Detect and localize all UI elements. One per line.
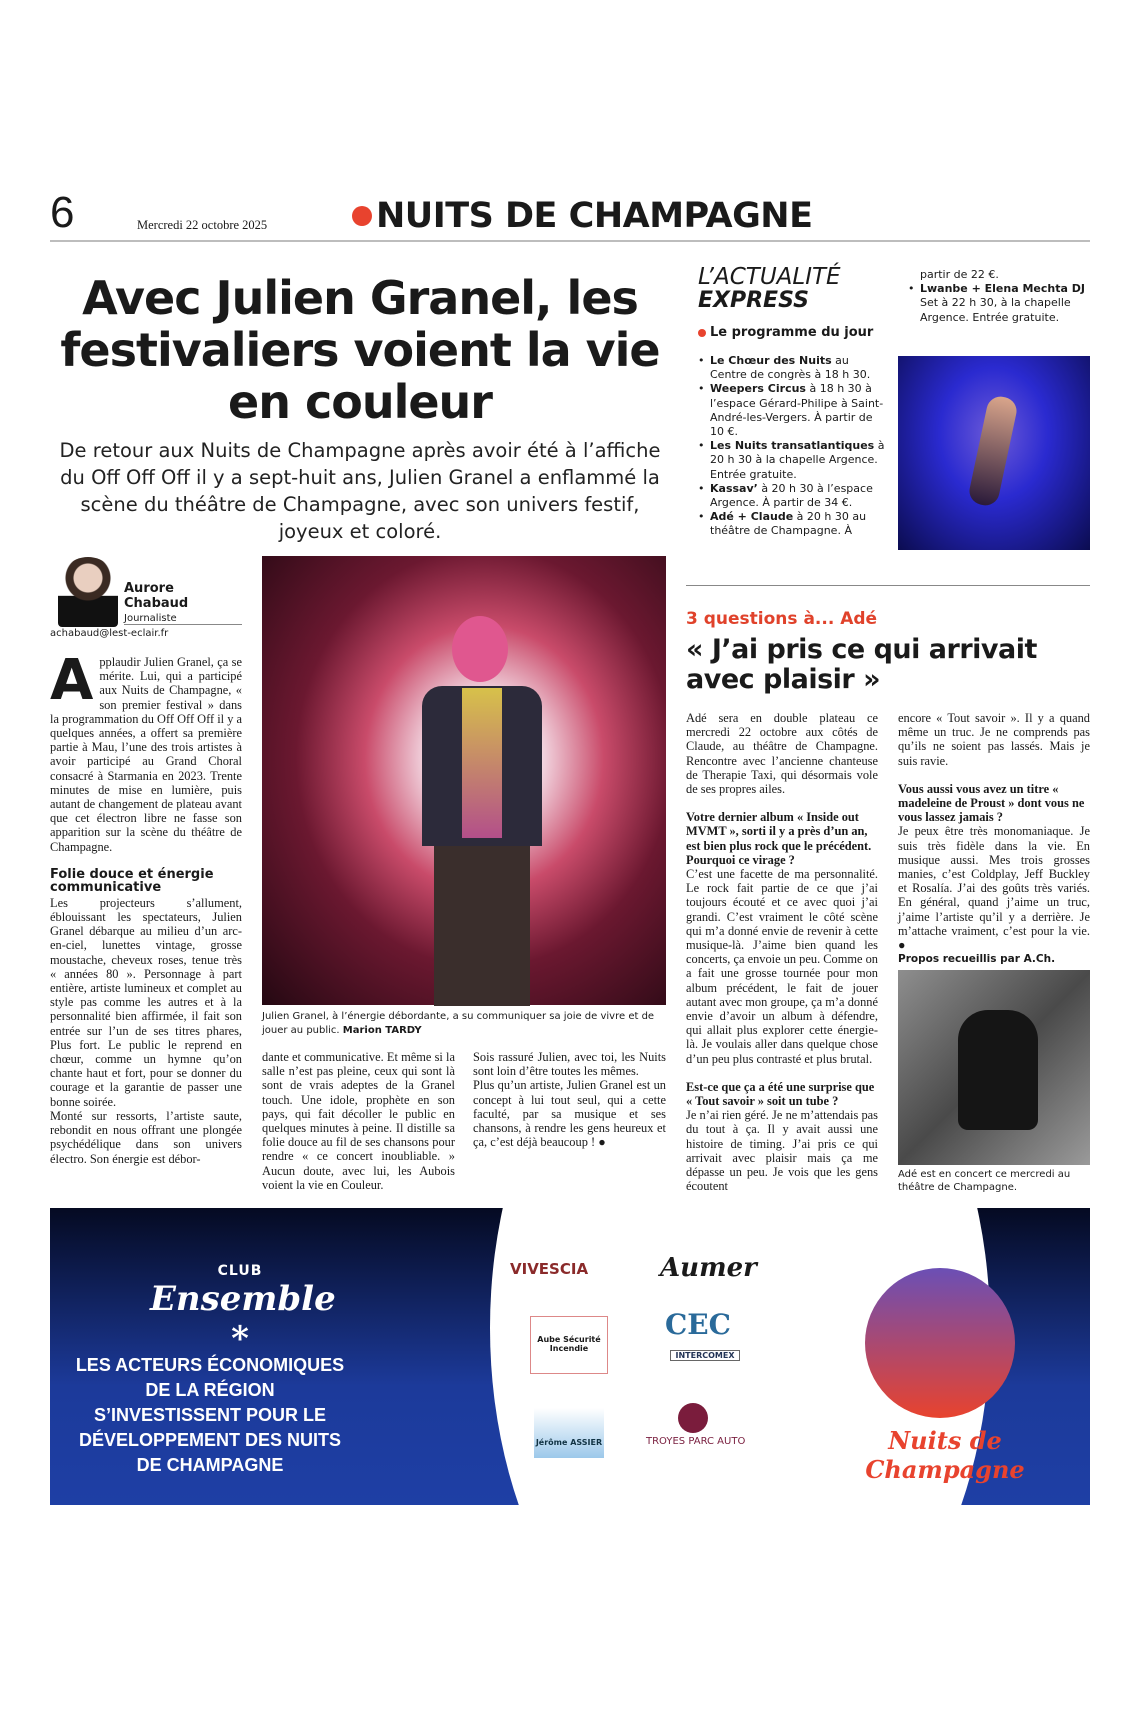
program-item: • Le Chœur des Nuits au Centre de congrès à 18 h 30. bbox=[698, 354, 888, 382]
club-script: Ensemble * bbox=[150, 1279, 336, 1359]
author-role: Journaliste bbox=[124, 613, 242, 625]
photo-credit: Marion TARDY bbox=[342, 1024, 422, 1036]
rubric-label: NUITS DE CHAMPAGNE bbox=[376, 196, 813, 236]
answer: Je peux être très monomaniaque. Je suis très fidèle dans la vie. En musique aussi. Mes trois grosses manies, c’est Coldplay, Jeff Buckley et Rosalía. J’ai des goûts très variés. En général, quand j’aime un truc, j’aime l’artiste qu’il y a derrière. Je m’attache vraiment, c’est pour la vie. ● bbox=[898, 824, 1090, 953]
interview-kicker: 3 questions à... Adé bbox=[686, 609, 878, 629]
author-block bbox=[50, 555, 242, 625]
parking-icon bbox=[678, 1403, 708, 1433]
ad-text: LES ACTEURS ÉCONOMIQUES DE LA RÉGION S’INVESTISSENT POUR LE DÉVELOPPEMENT DES NUITS DE CHAMPAGNE bbox=[75, 1355, 345, 1475]
question: Est-ce que ça a été une surprise que « Tout savoir » soit un tube ? bbox=[686, 1079, 875, 1109]
answer: encore « Tout savoir ». Il y a quand même un truc. Je ne comprends pas qu’ils ne soient pas lassés. Mais je suis ravie. bbox=[898, 711, 1090, 768]
julien-granel-photo bbox=[262, 556, 666, 1005]
author-name: Aurore Chabaud bbox=[124, 581, 189, 611]
red-dot-icon bbox=[698, 329, 706, 337]
caption-text: Julien Granel, à l’énergie débordante, a su communiquer sa joie de vivre et de jouer au public. bbox=[262, 1011, 655, 1036]
program-list bbox=[698, 354, 888, 539]
red-dot-icon bbox=[352, 206, 372, 226]
sponsor-logo-intercomex: INTERCOMEX bbox=[670, 1350, 740, 1361]
program-heading-text: Le programme du jour bbox=[710, 325, 874, 340]
paragraph: Plus qu’un artiste, Julien Granel est un concept à lui tout seul, qui a cette faculté, par sa musique et ses chansons, à rendre les gens heureux et ça, c’est déjà beaucoup ! ● bbox=[473, 1078, 666, 1150]
interview-column-1 bbox=[686, 711, 878, 1194]
festival-logo-text: Nuits de Champagne bbox=[865, 1426, 1025, 1484]
sponsor-logo-vivescia: VIVESCIA bbox=[510, 1260, 589, 1278]
article-headline: Avec Julien Granel, les festivaliers voient la vie en couleur bbox=[60, 271, 660, 429]
program-continued: partir de 22 €. bbox=[920, 268, 999, 281]
author-email[interactable]: achabaud@lest-eclair.fr bbox=[50, 628, 169, 639]
dropcap: A bbox=[50, 648, 94, 713]
program-item: • Kassav’ à 20 h 30 à l’espace Argence. À partir de 34 €. bbox=[698, 482, 888, 510]
sponsor-logo-troyes-parc-auto: TROYES PARC AUTO bbox=[646, 1436, 746, 1447]
question: Votre dernier album « Inside out MVMT », sorti il y a près d’un an, est bien plus rock que le précédent. Pourquoi ce virage ? bbox=[686, 810, 872, 867]
program-heading bbox=[698, 325, 873, 340]
question: Vous aussi vous avez un titre « madeleine de Proust » dont vous ne vous lassez jamais ? bbox=[898, 781, 1085, 825]
club-ensemble-logo bbox=[150, 1263, 336, 1359]
sponsor-advertisement[interactable] bbox=[50, 1208, 1090, 1505]
paragraph: Les projecteurs s’allument, éblouissant les spectateurs, Julien Granel débarque au milieu d’un arc-en-ciel, lunettes vintage, grosse moustache, cheveux roses, tenue très « années 80 ». Personnage à part entière, artiste lumineux et complet au style pas comme les autres et à la personnalité bien affirmée, il fait son entrée sur l’un de ses titres phares, Plus fort. Le public le reprend en chœur, comme un hymne qu’on chante haut et fort, pour se donner du courage et la garantie de passer une bonne soirée. bbox=[50, 895, 242, 1109]
article-column-1 bbox=[50, 648, 243, 1166]
paragraph: pplaudir Julien Granel, ça se mérite. Lui, qui a participé aux Nuits de Champagne, « son premier festival » dans la programmation du Off Off Off il y a quelques années, a offert sa première partie à Mau, l’une des trois artistes à avoir participé au Grand Choral consacré à Starmania en 2023. Trente minutes de mise en lumière, puis autant de changement de plateau avant que cet électron libre ne fasse son apparition sur la scène du théâtre de Champagne. bbox=[50, 655, 243, 854]
photo-caption bbox=[262, 1010, 666, 1037]
program-item: • Adé + Claude à 20 h 30 au théâtre de Champagne. À bbox=[698, 510, 888, 538]
section-divider bbox=[686, 585, 1090, 586]
paragraph: Sois rassuré Julien, avec toi, les Nuits sont loin d’être toutes les mêmes. bbox=[473, 1050, 666, 1079]
issue-date: Mercredi 22 octobre 2025 bbox=[137, 218, 268, 232]
interview-intro: Adé sera en double plateau ce mercredi 22 octobre aux côtés de Claude, au théâtre de Champagne. Rencontre avec l’ancienne chanteuse de Therapie Taxi, qui désormais vole de ses propres ailes. bbox=[686, 711, 878, 797]
article-subhead: Folie douce et énergie communicative bbox=[50, 866, 214, 895]
sponsor-logo-aube-securite: Aube Sécurité Incendie bbox=[530, 1316, 608, 1374]
express-title-bold: EXPRESS bbox=[698, 288, 809, 313]
interview-column-2 bbox=[898, 711, 1090, 966]
express-title-light: L’ACTUALITÉ bbox=[698, 264, 841, 290]
program-list-continued bbox=[908, 268, 1093, 325]
article-lead: De retour aux Nuits de Champagne après avoir été à l’affiche du Off Off Off il y a sept-huit ans, Julien Granel a enflammé la scène du théâtre de Champagne, avec son univers festif, joyeux et coloré. bbox=[59, 439, 661, 543]
article-column-2 bbox=[262, 1050, 455, 1192]
concert-photo bbox=[898, 356, 1090, 550]
interview-headline: « J’ai pris ce qui arrivait avec plaisir » bbox=[686, 634, 1037, 695]
program-item: • Lwanbe + Elena Mechta DJ Set à 22 h 30, à la chapelle Argence. Entrée gratuite. bbox=[908, 282, 1093, 325]
program-item: • Weepers Circus à 18 h 30 à l’espace Gérard-Philipe à Saint-André-les-Vergers. À partir de 10 €. bbox=[698, 382, 888, 439]
header-divider bbox=[50, 240, 1090, 242]
club-label: CLUB bbox=[217, 1263, 263, 1279]
photo-caption: Adé est en concert ce mercredi au théâtre de Champagne. bbox=[898, 1169, 1071, 1193]
nuits-de-champagne-logo bbox=[840, 1268, 1050, 1484]
paragraph: Monté sur ressorts, l’artiste saute, rebondit en nous offrant une plongée psychédélique dans son univers électro. Son énergie est débor- bbox=[50, 1108, 242, 1166]
sponsor-logo-cec: CEC bbox=[665, 1308, 731, 1341]
section-rubric bbox=[352, 196, 813, 236]
sponsor-logo-aumer: Aumer bbox=[660, 1253, 757, 1283]
paragraph: dante et communicative. Et même si la salle n’est pas pleine, ceux qui sont là sont de vrais adeptes de la Granel touch. Une idole, prophète en son pays, qui fait décoller le public en quelques minutes à peine. Il distille sa folie douce au fil de ses chansons pour rendre « ce concert inoubliable. » Aucun doute, avec lui, les Aubois voient la vie en Couleur. bbox=[262, 1050, 455, 1192]
sponsor-logo-jerome-assier: Jérôme ASSIER bbox=[534, 1408, 604, 1458]
author-avatar bbox=[58, 557, 118, 627]
signature: Propos recueillis par A.Ch. bbox=[898, 953, 1056, 966]
program-item: • Les Nuits transatlantiques à 20 h 30 à la chapelle Argence. Entrée gratuite. bbox=[698, 439, 888, 482]
ade-photo bbox=[898, 970, 1090, 1165]
answer: Je n’ai rien géré. Je ne m’attendais pas du tout à ça. Il y avait aussi une histoire de timing. J’ai pris ce qui arrivait avec plaisir mais ça me dépasse un peu. Je vois que les gens écoutent bbox=[686, 1108, 878, 1194]
express-title bbox=[698, 265, 841, 312]
answer: C’est une facette de ma personnalité. Le rock fait partie de ce que j’ai toujours écouté et ce avec quoi j’ai grandi. C’est vraiment le côté scène qui m’a donné envie de revenir à cette musique-là. J’aime bien quand les concerts, ça envoie un peu. Comme on a fait une grosse tournée pour mon album précédent, le fait de jouer autant avec mon groupe, ça m’a donné envie d’avoir un album à défendre, qui allait plus explorer cette énergie-là. Je voulais aller dans quelque chose d’un peu plus contrasté et plus brutal. bbox=[686, 867, 878, 1066]
article-column-3 bbox=[473, 1050, 666, 1149]
page-number: 6 bbox=[50, 188, 75, 237]
